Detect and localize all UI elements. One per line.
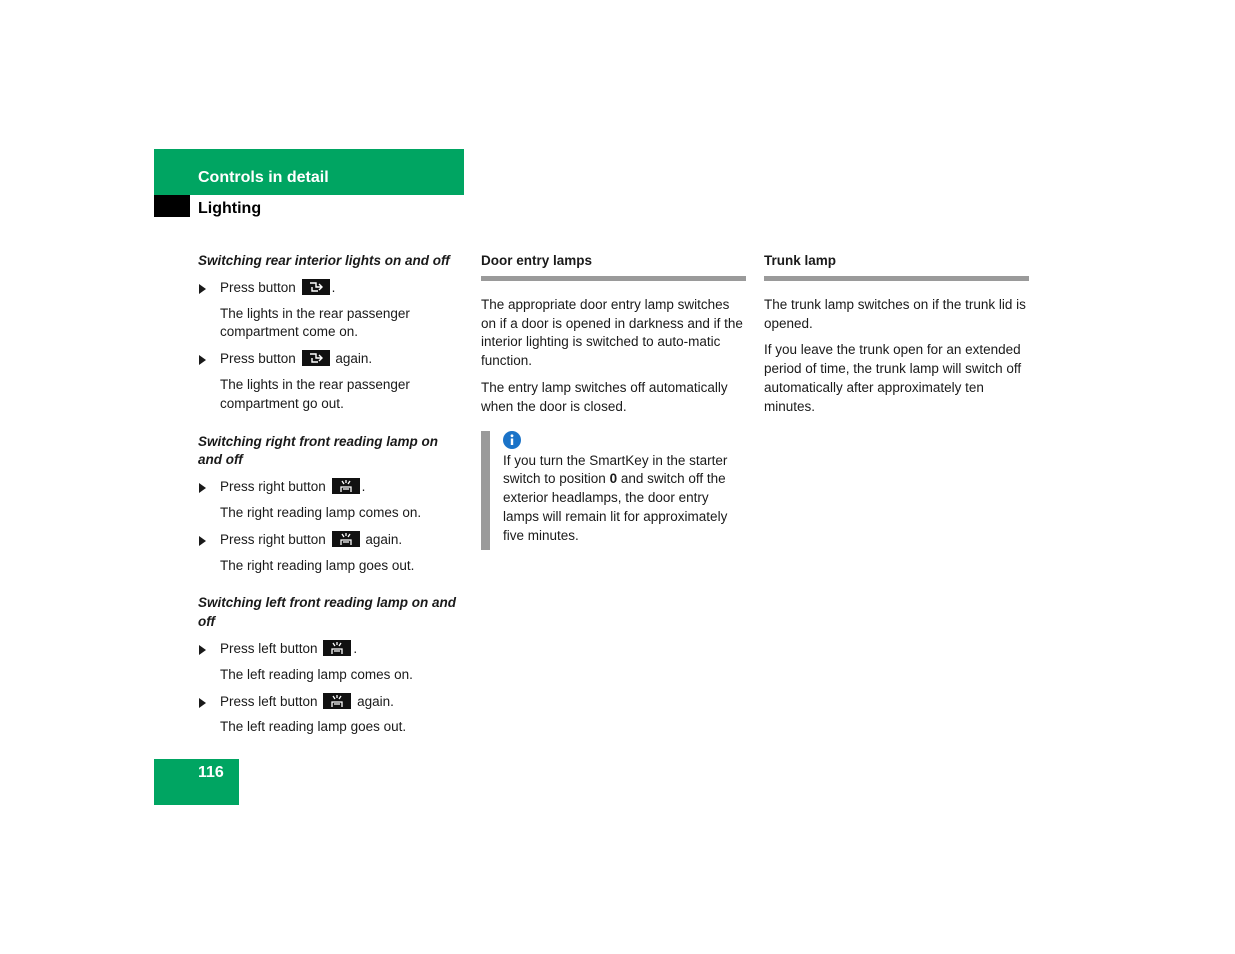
note-bar bbox=[481, 431, 490, 550]
door-entry-para-1: The appropriate door entry lamp switches on if a door is opened in darkness and if the interior lighting is switched to auto-matic function. bbox=[481, 296, 743, 369]
trunk-para-1: The trunk lamp switches on if the trunk lid is opened. bbox=[764, 296, 1026, 331]
right-step-off bbox=[198, 531, 464, 550]
subsection-marker bbox=[154, 195, 190, 217]
column-door-entry bbox=[481, 252, 746, 550]
step-arrow-icon bbox=[199, 284, 206, 294]
step-text-end: . bbox=[353, 640, 358, 656]
step-text: Press left button bbox=[220, 693, 318, 709]
right-result-on: The right reading lamp comes on. bbox=[220, 504, 422, 520]
step-text-end: . bbox=[361, 479, 366, 495]
rear-step-off bbox=[198, 350, 464, 369]
section-title: Controls in detail bbox=[198, 169, 329, 186]
step-text: Press right button bbox=[220, 531, 326, 547]
step-text-end: . bbox=[331, 279, 336, 295]
info-note bbox=[481, 431, 746, 550]
reading-lamp-button-icon bbox=[332, 478, 360, 494]
step-arrow-icon bbox=[199, 536, 206, 546]
reading-lamp-button-icon bbox=[332, 531, 360, 547]
left-reading-heading: Switching left front reading lamp on and off bbox=[198, 595, 457, 630]
left-step-off bbox=[198, 693, 464, 712]
step-arrow-icon bbox=[199, 483, 206, 493]
door-entry-para-2: The entry lamp switches off automatically when the door is closed. bbox=[481, 379, 728, 414]
rear-result-off: The lights in the rear passenger compartment go out. bbox=[220, 376, 410, 411]
right-step-on bbox=[198, 478, 464, 497]
step-text-end: again. bbox=[335, 351, 373, 367]
column-interior-lights bbox=[198, 252, 464, 745]
trunk-lamp-heading: Trunk lamp bbox=[764, 252, 1029, 281]
note-text: If you turn the SmartKey in the starter switch to position 0 and switch off the exterior headlamps, the door entry lamps will remain lit for approximately five minutes. bbox=[503, 452, 728, 543]
step-arrow-icon bbox=[199, 645, 206, 655]
step-text-end: again. bbox=[365, 531, 403, 547]
subsection-title: Lighting bbox=[198, 200, 262, 217]
step-text: Press button bbox=[220, 279, 296, 295]
info-icon bbox=[503, 431, 521, 449]
rear-interior-light-button-icon bbox=[302, 350, 330, 366]
reading-lamp-button-icon bbox=[323, 693, 351, 709]
rear-result-on: The lights in the rear passenger compartment come on. bbox=[220, 305, 410, 340]
door-entry-heading: Door entry lamps bbox=[481, 252, 746, 281]
right-reading-heading: Switching right front reading lamp on and off bbox=[198, 433, 438, 468]
left-step-on bbox=[198, 640, 464, 659]
column-trunk-lamp bbox=[764, 252, 1029, 425]
position-zero: 0 bbox=[609, 471, 618, 487]
step-arrow-icon bbox=[199, 355, 206, 365]
page-number: 116 bbox=[198, 764, 224, 781]
page-number-box bbox=[154, 759, 239, 805]
step-text: Press right button bbox=[220, 479, 326, 495]
step-text: Press button bbox=[220, 351, 296, 367]
right-result-off: The right reading lamp goes out. bbox=[220, 557, 415, 573]
step-text: Press left button bbox=[220, 640, 318, 656]
trunk-para-2: If you leave the trunk open for an extended period of time, the trunk lamp will switch off automatically after approximately ten minutes. bbox=[764, 342, 1022, 414]
step-arrow-icon bbox=[199, 698, 206, 708]
left-result-off: The left reading lamp goes out. bbox=[220, 719, 407, 735]
step-text-end: again. bbox=[357, 693, 394, 709]
rear-step-on bbox=[198, 279, 464, 298]
reading-lamp-button-icon bbox=[323, 640, 351, 656]
rear-interior-light-button-icon bbox=[302, 279, 330, 295]
left-result-on: The left reading lamp comes on. bbox=[220, 666, 413, 682]
rear-lights-heading: Switching rear interior lights on and off bbox=[198, 253, 450, 268]
